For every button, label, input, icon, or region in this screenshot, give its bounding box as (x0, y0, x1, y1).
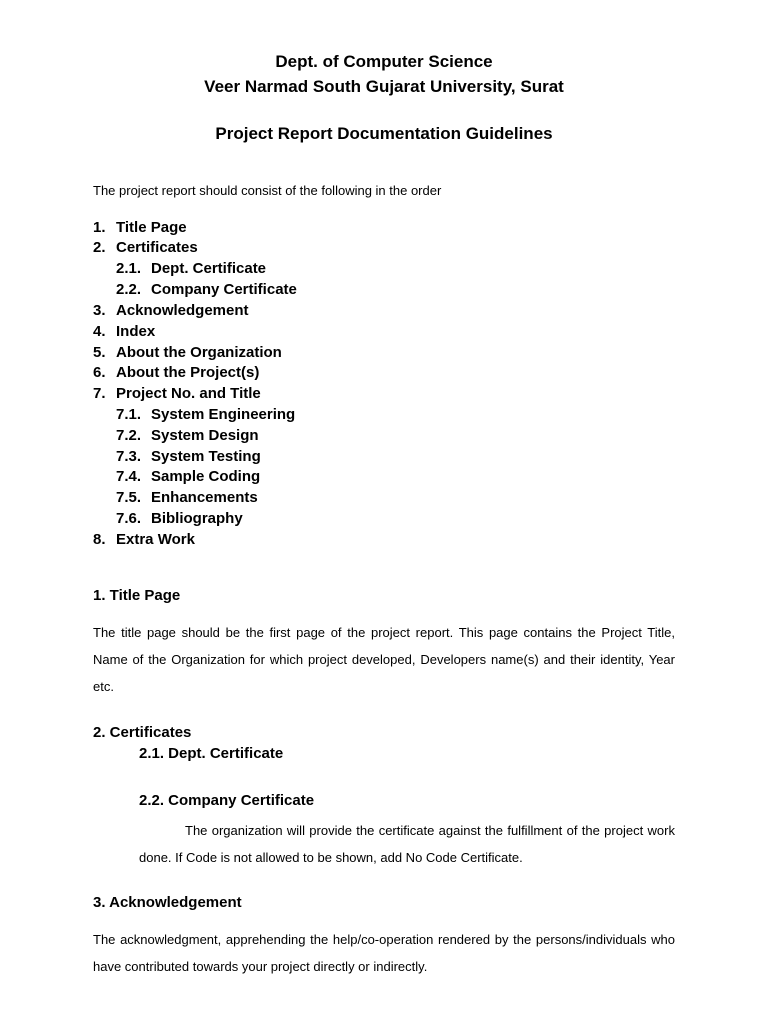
section-body-acknowledgement: The acknowledgment, apprehending the help/co-operation rendered by the persons/individuals who have contributed towards your project directly or indirectly. (93, 932, 675, 974)
section-body-title-page: The title page should be the first page of the project report. This page contains the Project Title, Name of the Organization for which project developed, Developers name(s) and their identity, Year etc. (93, 625, 675, 694)
university-name: Veer Narmad South Gujarat University, Surat (204, 77, 564, 96)
toc-subitem: 7.1. System Engineering (116, 406, 296, 423)
intro-text: The project report should consist of the following in the order (93, 183, 442, 198)
toc-item: 4. Index (93, 323, 156, 340)
section-heading-title-page: 1. Title Page (93, 587, 181, 604)
section-heading-acknowledgement: 3. Acknowledgement (93, 894, 242, 911)
toc-item: 5. About the Organization (93, 344, 282, 361)
toc-item: 6. About the Project(s) (93, 364, 260, 381)
toc-subitem: 7.2. System Design (116, 427, 259, 444)
toc-item: 1. Title Page (93, 219, 187, 236)
department-name: Dept. of Computer Science (275, 52, 493, 71)
subsection-body-company-certificate: The organization will provide the certificate against the fulfillment of the project work done. If Code is not allowed to be shown, add No Code Certificate. (139, 823, 675, 865)
toc-subitem: 7.4. Sample Coding (116, 468, 261, 485)
toc-item: 2. Certificates (93, 239, 198, 256)
document-title: Project Report Documentation Guidelines (215, 124, 553, 143)
toc-item: 7. Project No. and Title (93, 385, 261, 402)
toc-subitem: 7.3. System Testing (116, 448, 261, 465)
section-heading-certificates: 2. Certificates (93, 724, 192, 741)
subsection-heading-company-certificate: 2.2. Company Certificate (139, 792, 315, 809)
toc-subitem: 2.1. Dept. Certificate (116, 260, 267, 277)
toc-subitem: 2.2. Company Certificate (116, 281, 297, 298)
subsection-heading-dept-certificate: 2.1. Dept. Certificate (139, 745, 284, 762)
toc-subitem: 7.6. Bibliography (116, 510, 243, 527)
toc-item: 8. Extra Work (93, 531, 195, 548)
toc-item: 3. Acknowledgement (93, 302, 249, 319)
toc-subitem: 7.5. Enhancements (116, 489, 258, 506)
